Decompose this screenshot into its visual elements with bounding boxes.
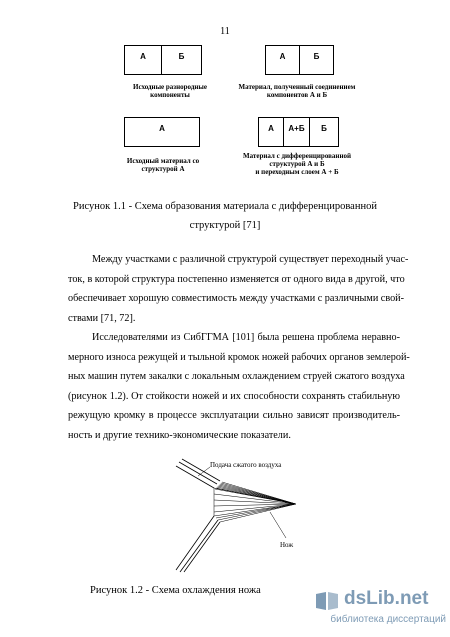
box-a: А [265, 45, 300, 75]
top-right-caption [232, 83, 362, 99]
caption-line: и переходным слоем А + Б [255, 168, 339, 176]
leader-line [198, 467, 210, 476]
text-line: ных машин путем закалки с локальным охлаждением струей сжатого воздуха [68, 371, 405, 382]
caption-line: Материал с дифференцированной [242, 152, 352, 160]
book-logo-icon [314, 590, 340, 612]
paragraph-1 [68, 250, 409, 328]
text-line: ток, в которой структура постепенно изменяется от одного вида в другой, что [68, 273, 405, 285]
caption-line: компоненты [150, 91, 190, 99]
air-jets [214, 482, 296, 522]
bottom-right-caption [232, 152, 362, 176]
box-a: А [124, 45, 162, 75]
bottom-left-boxes [124, 117, 200, 147]
caption-line: компонентов А и Б [266, 91, 328, 99]
box-a: А [258, 117, 284, 147]
top-right-boxes [265, 45, 334, 75]
box-b: Б [162, 45, 202, 75]
watermark-subtitle: библиотека диссертаций [330, 614, 446, 625]
top-left-caption [120, 83, 220, 99]
page-number: 11 [220, 26, 230, 37]
caption-line: структурой А и Б [269, 160, 325, 168]
figure1-caption [0, 197, 450, 235]
text-line: ность и другие технико-экономические показатели. [68, 429, 291, 441]
box-a: А [124, 117, 200, 147]
text-line: мерного износа режущей и тыльной кромок ножей рабочих органов землерой- [68, 351, 410, 363]
text-line: режущую кромку в процессе эксплуатации сильно зависят производитель- [68, 410, 400, 421]
caption-line: Рисунок 1.1 - Схема образования материала с дифференцированной [73, 201, 377, 212]
dslib-watermark [314, 588, 446, 632]
leader-line [270, 512, 286, 538]
text-line: Между участками с различной структурой существует переходный учас- [92, 254, 409, 265]
box-b: Б [300, 45, 334, 75]
bottom-left-caption [118, 157, 208, 173]
top-left-boxes [124, 45, 202, 75]
bottom-right-boxes [258, 117, 339, 147]
label-knife: Нож [280, 541, 294, 549]
paragraph-2 [68, 328, 410, 445]
cooling-scheme-diagram [170, 458, 310, 574]
text-line: обеспечивает хорошую совместимость между участками с различными свой- [68, 293, 405, 304]
text-line: ствами [71, 72]. [68, 312, 136, 324]
label-air-supply: Подача сжатого воздуха [210, 461, 282, 469]
caption-line: Исходные разнородные [133, 83, 207, 91]
box-ab: А+Б [284, 117, 310, 147]
figure2-caption: Рисунок 1.2 - Схема охлаждения ножа [90, 585, 261, 596]
caption-line: структурой А [141, 165, 185, 173]
box-b: Б [310, 117, 339, 147]
caption-line: Материал, полученный соединением [238, 83, 356, 91]
caption-line: структурой [71] [189, 220, 261, 231]
text-line: Исследователями из СибГГМА [101] была решена проблема неравно- [92, 332, 400, 343]
knife-icon [176, 516, 220, 572]
text-line: (рисунок 1.2). От стойкости ножей и их способности сохранять стабильную [68, 390, 400, 402]
watermark-title: dsLib.net [344, 588, 429, 609]
caption-line: Исходный материал со [126, 157, 200, 165]
